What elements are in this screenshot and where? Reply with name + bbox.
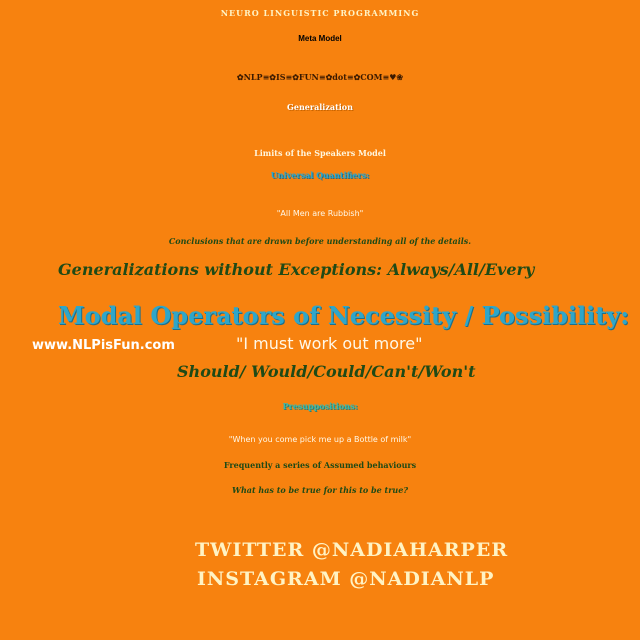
website-link[interactable]: www.NLPisFun.com: [32, 338, 175, 353]
tagline: ✿NLP≡✿IS≡✿FUN≡✿dot≡✿COM≡♥❀: [236, 72, 404, 82]
modal-operators-example: "I must work out more": [236, 334, 423, 353]
universal-quantifiers-heading: Universal Quantifiers:: [270, 170, 370, 180]
presuppositions-description-2: What has to be true for this to be true?: [231, 485, 409, 495]
generalization-title: Generalization: [287, 102, 353, 112]
presuppositions-heading: Presuppositions:: [282, 401, 358, 411]
universal-quantifiers-description-2: Generalizations without Exceptions: Always/All/Every: [58, 260, 535, 279]
nlp-header: NEURO LINGUISTIC PROGRAMMING: [220, 8, 420, 18]
presuppositions-description-1: Frequently a series of Assumed behaviours: [223, 460, 417, 470]
modal-operators-description: Should/ Would/Could/Can't/Won't: [177, 362, 476, 381]
instagram-handle: INSTAGRAM @NADIANLP: [197, 568, 495, 590]
meta-model-title: Meta Model: [298, 34, 342, 43]
universal-quantifiers-example: "All Men are Rubbish": [276, 209, 364, 218]
twitter-handle: TWITTER @NADIAHARPER: [195, 539, 509, 561]
universal-quantifiers-description-1: Conclusions that are drawn before understanding all of the details.: [168, 236, 472, 246]
generalization-subtitle: Limits of the Speakers Model: [254, 148, 386, 158]
modal-operators-heading: Modal Operators of Necessity / Possibility:: [58, 301, 630, 330]
presuppositions-example: "When you come pick me up a Bottle of milk": [228, 435, 412, 444]
